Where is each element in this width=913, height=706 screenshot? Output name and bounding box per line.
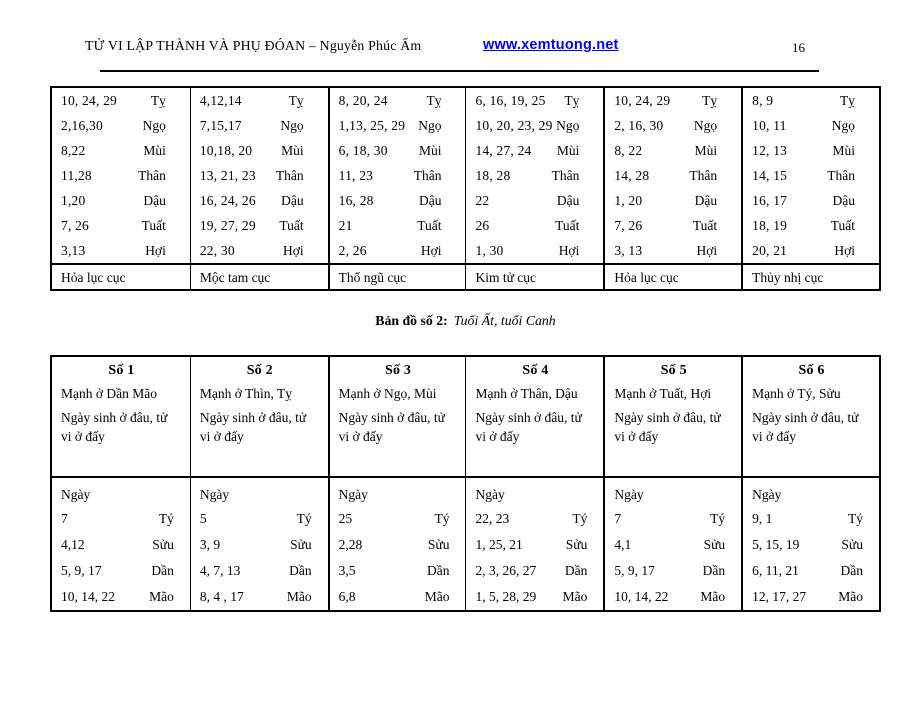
day-branch-row xyxy=(743,238,879,263)
day-numbers: 8, 20, 24 xyxy=(338,92,388,108)
day-branch-row xyxy=(466,584,603,610)
day-branch-row xyxy=(466,558,603,584)
day-numbers: 10,18, 20 xyxy=(199,142,253,158)
day-branch-row xyxy=(466,532,603,558)
day-numbers: 5, 9, 17 xyxy=(614,563,655,578)
day-numbers: 5, 9, 17 xyxy=(61,563,102,578)
menh-location-text: Mạnh ở Tý, Sửu xyxy=(752,386,841,401)
day-label: Ngày xyxy=(338,487,368,502)
branch-name: Tuất xyxy=(417,217,442,233)
branch-name: Thân xyxy=(138,167,166,183)
day-branch-rows xyxy=(466,88,603,263)
day-branch-row xyxy=(605,506,741,532)
day-numbers: 10, 14, 22 xyxy=(61,589,115,604)
day-numbers: 10, 20, 23, 29 xyxy=(475,117,553,133)
menh-chart-table xyxy=(50,355,881,612)
day-branch-rows xyxy=(743,88,879,263)
column-days xyxy=(743,478,879,610)
day-branch-row xyxy=(52,558,190,584)
branch-name: Tý xyxy=(847,511,863,526)
day-branch-row xyxy=(52,506,190,532)
birth-day-note: Ngày sinh ở đâu, tử vi ở đấy xyxy=(475,410,582,444)
day-numbers: 4, 7, 13 xyxy=(199,563,241,578)
day-branch-row xyxy=(605,532,741,558)
day-branch-row xyxy=(52,532,190,558)
day-numbers: 12, 13 xyxy=(752,142,788,158)
day-numbers: 13, 21, 23 xyxy=(199,167,256,183)
branch-name: Mùi xyxy=(556,142,580,158)
branch-name: Sửu xyxy=(152,537,174,552)
day-numbers: 26 xyxy=(475,217,490,233)
cuc-footer-label: Kim tử cục xyxy=(466,263,603,289)
branch-name: Mão xyxy=(286,589,312,604)
day-branch-row xyxy=(330,213,466,238)
day-numbers: 3,5 xyxy=(338,563,356,578)
day-numbers: 4,1 xyxy=(614,537,632,552)
day-numbers: 14, 28 xyxy=(614,167,650,183)
day-numbers: 9, 1 xyxy=(752,511,773,526)
column-number-title: Số 4 xyxy=(522,363,549,378)
day-branch-row xyxy=(743,506,879,532)
table2-column-5 xyxy=(603,357,741,610)
day-branch-row xyxy=(330,558,466,584)
day-branch-row xyxy=(191,213,328,238)
branch-name: Mùi xyxy=(281,142,304,158)
day-numbers: 5 xyxy=(199,511,207,526)
branch-name: Hợi xyxy=(145,242,166,258)
branch-name: Hợi xyxy=(696,242,718,258)
branch-name: Mùi xyxy=(832,142,855,158)
day-branch-row xyxy=(605,163,741,188)
day-numbers: 1,13, 25, 29 xyxy=(338,117,406,133)
table1-column-1 xyxy=(52,88,190,289)
day-branch-row xyxy=(52,138,190,163)
table2-column-4 xyxy=(465,357,603,610)
menh-location-text: Mạnh ở Dần Mão xyxy=(61,386,157,401)
day-numbers: 16, 17 xyxy=(752,192,788,208)
day-branch-row xyxy=(52,213,190,238)
day-branch-rows xyxy=(605,88,741,263)
day-branch-row xyxy=(330,188,466,213)
day-numbers: 1, 5, 28, 29 xyxy=(475,589,537,604)
column-number-title: Số 1 xyxy=(108,363,135,378)
day-branch-row xyxy=(466,88,603,113)
day-branch-row xyxy=(605,584,741,610)
day-branch-row xyxy=(330,532,466,558)
day-numbers: 7,15,17 xyxy=(199,117,242,133)
day-branch-row xyxy=(330,113,466,138)
branch-name: Dần xyxy=(840,563,863,578)
day-numbers: 8,22 xyxy=(61,142,86,158)
branch-name: Tỵ xyxy=(839,92,855,108)
day-numbers: 2, 16, 30 xyxy=(614,117,664,133)
column-header xyxy=(605,357,741,478)
day-numbers: 14, 15 xyxy=(752,167,788,183)
caption-text: Tuổi Ất, tuổi Canh xyxy=(453,313,556,328)
day-branch-row xyxy=(605,188,741,213)
day-numbers: 10, 14, 22 xyxy=(614,589,669,604)
day-branch-row xyxy=(605,238,741,263)
day-branch-rows xyxy=(330,88,466,263)
branch-name: Thân xyxy=(275,167,304,183)
branch-name: Sửu xyxy=(290,537,312,552)
day-branch-row xyxy=(330,163,466,188)
menh-location-text: Mạnh ở Thân, Dậu xyxy=(475,386,578,401)
day-numbers: 6, 11, 21 xyxy=(752,563,799,578)
day-numbers: 4,12,14 xyxy=(199,92,242,108)
cuc-footer-label: Thủy nhị cục xyxy=(743,263,879,289)
day-branch-row xyxy=(743,188,879,213)
branch-name: Dần xyxy=(289,563,312,578)
document-title: TỬ VI LẬP THÀNH VÀ PHỤ ĐÓAN – Nguyễn Phúc Ấm xyxy=(85,38,422,53)
column-days xyxy=(605,478,741,610)
column-header xyxy=(330,357,466,478)
menh-location-text: Mạnh ở Thìn, Tỵ xyxy=(199,386,292,401)
branch-name: Tuất xyxy=(692,217,718,233)
day-numbers: 25 xyxy=(338,511,353,526)
caption-label: Bản đồ số 2: xyxy=(375,313,448,328)
day-numbers: 7, 26 xyxy=(614,217,643,233)
day-numbers: 10, 11 xyxy=(752,117,787,133)
day-branch-row xyxy=(605,88,741,113)
branch-name: Ngọ xyxy=(142,117,166,133)
branch-name: Mão xyxy=(838,589,863,604)
branch-name: Dần xyxy=(702,563,726,578)
day-branch-row xyxy=(743,532,879,558)
day-branch-row xyxy=(743,558,879,584)
birth-day-note: Ngày sinh ở đâu, tử vi ở đấy xyxy=(61,410,168,444)
branch-name: Tuất xyxy=(141,217,166,233)
branch-name: Tý xyxy=(158,511,174,526)
branch-name: Mão xyxy=(700,589,726,604)
branch-name: Ngọ xyxy=(280,117,304,133)
day-branch-row xyxy=(466,506,603,532)
menh-location-text: Mạnh ở Tuất, Hợi xyxy=(614,386,712,401)
branch-name: Sửu xyxy=(841,537,863,552)
day-branch-row xyxy=(605,558,741,584)
column-number-title: Số 2 xyxy=(246,363,273,378)
branch-name: Thân xyxy=(413,167,442,183)
day-branch-row xyxy=(743,113,879,138)
day-label: Ngày xyxy=(614,487,644,502)
branch-name: Dần xyxy=(151,563,174,578)
day-numbers: 11,28 xyxy=(61,167,92,183)
day-branch-row xyxy=(191,506,328,532)
cuc-footer-label: Hỏa lục cục xyxy=(52,263,190,289)
day-numbers: 10, 24, 29 xyxy=(614,92,671,108)
menh-location-text: Mạnh ở Ngọ, Mùi xyxy=(338,386,437,401)
day-branch-row xyxy=(52,163,190,188)
day-branch-row xyxy=(191,88,328,113)
day-branch-row xyxy=(52,113,190,138)
branch-name: Ngọ xyxy=(418,117,442,133)
branch-name: Dần xyxy=(426,563,450,578)
day-numbers: 7, 26 xyxy=(61,217,89,233)
day-branch-row xyxy=(191,163,328,188)
day-label: Ngày xyxy=(475,487,505,502)
day-branch-row xyxy=(466,238,603,263)
day-numbers: 4,12 xyxy=(61,537,85,552)
branch-name: Dậu xyxy=(694,192,718,208)
birth-day-note: Ngày sinh ở đâu, tử vi ở đấy xyxy=(614,410,721,444)
day-branch-row xyxy=(330,88,466,113)
branch-name: Thân xyxy=(689,167,718,183)
day-label: Ngày xyxy=(199,487,230,502)
day-numbers: 5, 15, 19 xyxy=(752,537,800,552)
branch-name: Tý xyxy=(710,511,726,526)
birth-day-note: Ngày sinh ở đâu, tử vi ở đấy xyxy=(199,410,307,444)
branch-name: Tý xyxy=(572,511,588,526)
day-branch-row xyxy=(466,138,603,163)
day-numbers: 2,28 xyxy=(338,537,363,552)
day-numbers: 6,8 xyxy=(338,589,356,604)
day-numbers: 22, 30 xyxy=(199,242,235,258)
table2-column-1 xyxy=(52,357,190,610)
day-branch-row xyxy=(330,138,466,163)
day-branch-row xyxy=(330,238,466,263)
branch-name: Sửu xyxy=(703,537,726,552)
day-numbers: 6, 18, 30 xyxy=(338,142,388,158)
day-numbers: 8, 9 xyxy=(752,92,774,108)
branch-name: Dậu xyxy=(418,192,442,208)
day-branch-row xyxy=(743,213,879,238)
table1-column-2 xyxy=(190,88,328,289)
day-numbers: 8, 4 , 17 xyxy=(199,589,244,604)
day-branch-row xyxy=(191,238,328,263)
day-numbers: 18, 19 xyxy=(752,217,788,233)
website-link[interactable]: www.xemtuong.net xyxy=(483,37,619,53)
cuc-footer-label: Mộc tam cục xyxy=(191,263,328,289)
day-numbers: 14, 27, 24 xyxy=(475,142,532,158)
day-branch-row xyxy=(191,138,328,163)
cuc-footer-label: Hỏa lục cục xyxy=(605,263,741,289)
day-branch-row xyxy=(605,138,741,163)
branch-name: Dậu xyxy=(832,192,855,208)
branch-name: Dậu xyxy=(281,192,304,208)
branch-name: Tuất xyxy=(830,217,855,233)
day-branch-row xyxy=(466,188,603,213)
branch-name: Tuất xyxy=(555,217,580,233)
day-branch-rows xyxy=(52,88,190,263)
branch-name: Tỵ xyxy=(564,92,580,108)
branch-name: Hợi xyxy=(283,242,304,258)
table2-column-6 xyxy=(741,357,879,610)
column-header xyxy=(743,357,879,478)
column-days xyxy=(466,478,603,610)
day-branch-row xyxy=(52,188,190,213)
birth-day-note: Ngày sinh ở đâu, tử vi ở đấy xyxy=(752,410,859,444)
day-numbers: 1, 20 xyxy=(614,192,643,208)
zodiac-day-table xyxy=(50,86,881,291)
column-header xyxy=(191,357,328,478)
day-numbers: 8, 22 xyxy=(614,142,643,158)
day-numbers: 22 xyxy=(475,192,490,208)
day-numbers: 22, 23 xyxy=(475,511,510,526)
branch-name: Sửu xyxy=(565,537,588,552)
day-numbers: 2,16,30 xyxy=(61,117,103,133)
day-branch-row xyxy=(743,584,879,610)
cuc-footer-label: Thổ ngũ cục xyxy=(330,263,466,289)
day-branch-row xyxy=(743,138,879,163)
branch-name: Tuất xyxy=(279,217,304,233)
branch-name: Tỵ xyxy=(426,92,442,108)
branch-name: Hợi xyxy=(558,242,580,258)
branch-name: Mùi xyxy=(418,142,442,158)
table-caption xyxy=(50,313,881,329)
branch-name: Mão xyxy=(149,589,174,604)
day-label: Ngày xyxy=(752,487,782,502)
branch-name: Mùi xyxy=(694,142,718,158)
branch-name: Mão xyxy=(424,589,450,604)
table2-column-2 xyxy=(190,357,328,610)
branch-name: Hợi xyxy=(834,242,855,258)
branch-name: Thân xyxy=(551,167,580,183)
table1-column-3 xyxy=(328,88,466,289)
day-numbers: 2, 3, 26, 27 xyxy=(475,563,537,578)
day-branch-row xyxy=(466,163,603,188)
branch-name: Dậu xyxy=(143,192,166,208)
day-branch-row xyxy=(743,163,879,188)
day-numbers: 7 xyxy=(61,511,68,526)
column-days xyxy=(191,478,328,610)
column-number-title: Số 5 xyxy=(660,363,687,378)
day-branch-row xyxy=(191,188,328,213)
day-numbers: 6, 16, 19, 25 xyxy=(475,92,546,108)
branch-name: Tỵ xyxy=(150,92,166,108)
table1-column-4 xyxy=(465,88,603,289)
day-numbers: 16, 24, 26 xyxy=(199,192,256,208)
branch-name: Hợi xyxy=(420,242,442,258)
column-header xyxy=(466,357,603,478)
header-divider xyxy=(100,70,819,72)
day-numbers: 3, 9 xyxy=(199,537,221,552)
branch-name: Ngọ xyxy=(693,117,718,133)
day-branch-row xyxy=(191,113,328,138)
day-numbers: 1,20 xyxy=(61,192,86,208)
day-branch-row xyxy=(191,584,328,610)
table1-column-5 xyxy=(603,88,741,289)
day-branch-row xyxy=(191,558,328,584)
branch-name: Sửu xyxy=(427,537,450,552)
day-branch-row xyxy=(52,238,190,263)
day-branch-row xyxy=(605,113,741,138)
branch-name: Thân xyxy=(827,167,855,183)
day-numbers: 11, 23 xyxy=(338,167,374,183)
day-numbers: 20, 21 xyxy=(752,242,788,258)
table1-column-6 xyxy=(741,88,879,289)
branch-name: Tỵ xyxy=(288,92,304,108)
day-numbers: 21 xyxy=(338,217,353,233)
page-number: 16 xyxy=(792,40,805,55)
day-branch-row xyxy=(605,213,741,238)
day-branch-row xyxy=(52,584,190,610)
table2-column-3 xyxy=(328,357,466,610)
day-branch-row xyxy=(330,506,466,532)
branch-name: Dần xyxy=(564,563,588,578)
day-numbers: 3,13 xyxy=(61,242,86,258)
branch-name: Tý xyxy=(296,511,312,526)
day-numbers: 16, 28 xyxy=(338,192,374,208)
day-numbers: 10, 24, 29 xyxy=(61,92,117,108)
branch-name: Ngọ xyxy=(556,117,580,133)
day-branch-row xyxy=(466,113,603,138)
day-branch-rows xyxy=(191,88,328,263)
day-numbers: 1, 30 xyxy=(475,242,504,258)
column-days xyxy=(330,478,466,610)
day-branch-row xyxy=(466,213,603,238)
column-header xyxy=(52,357,190,478)
day-numbers: 1, 25, 21 xyxy=(475,537,523,552)
day-numbers: 19, 27, 29 xyxy=(199,217,256,233)
column-days xyxy=(52,478,190,610)
branch-name: Mão xyxy=(562,589,588,604)
column-number-title: Số 6 xyxy=(798,363,825,378)
branch-name: Ngọ xyxy=(831,117,855,133)
day-numbers: 7 xyxy=(614,511,622,526)
day-branch-row xyxy=(52,88,190,113)
day-branch-row xyxy=(191,532,328,558)
day-label: Ngày xyxy=(61,487,91,502)
branch-name: Dậu xyxy=(556,192,580,208)
day-numbers: 12, 17, 27 xyxy=(752,589,807,604)
branch-name: Mùi xyxy=(143,142,166,158)
day-branch-row xyxy=(330,584,466,610)
day-numbers: 18, 28 xyxy=(475,167,511,183)
branch-name: Tỵ xyxy=(702,92,718,108)
column-number-title: Số 3 xyxy=(385,363,412,378)
day-branch-row xyxy=(743,88,879,113)
birth-day-note: Ngày sinh ở đâu, tử vi ở đấy xyxy=(338,410,445,444)
branch-name: Tý xyxy=(434,511,450,526)
day-numbers: 3, 13 xyxy=(614,242,643,258)
day-numbers: 2, 26 xyxy=(338,242,367,258)
